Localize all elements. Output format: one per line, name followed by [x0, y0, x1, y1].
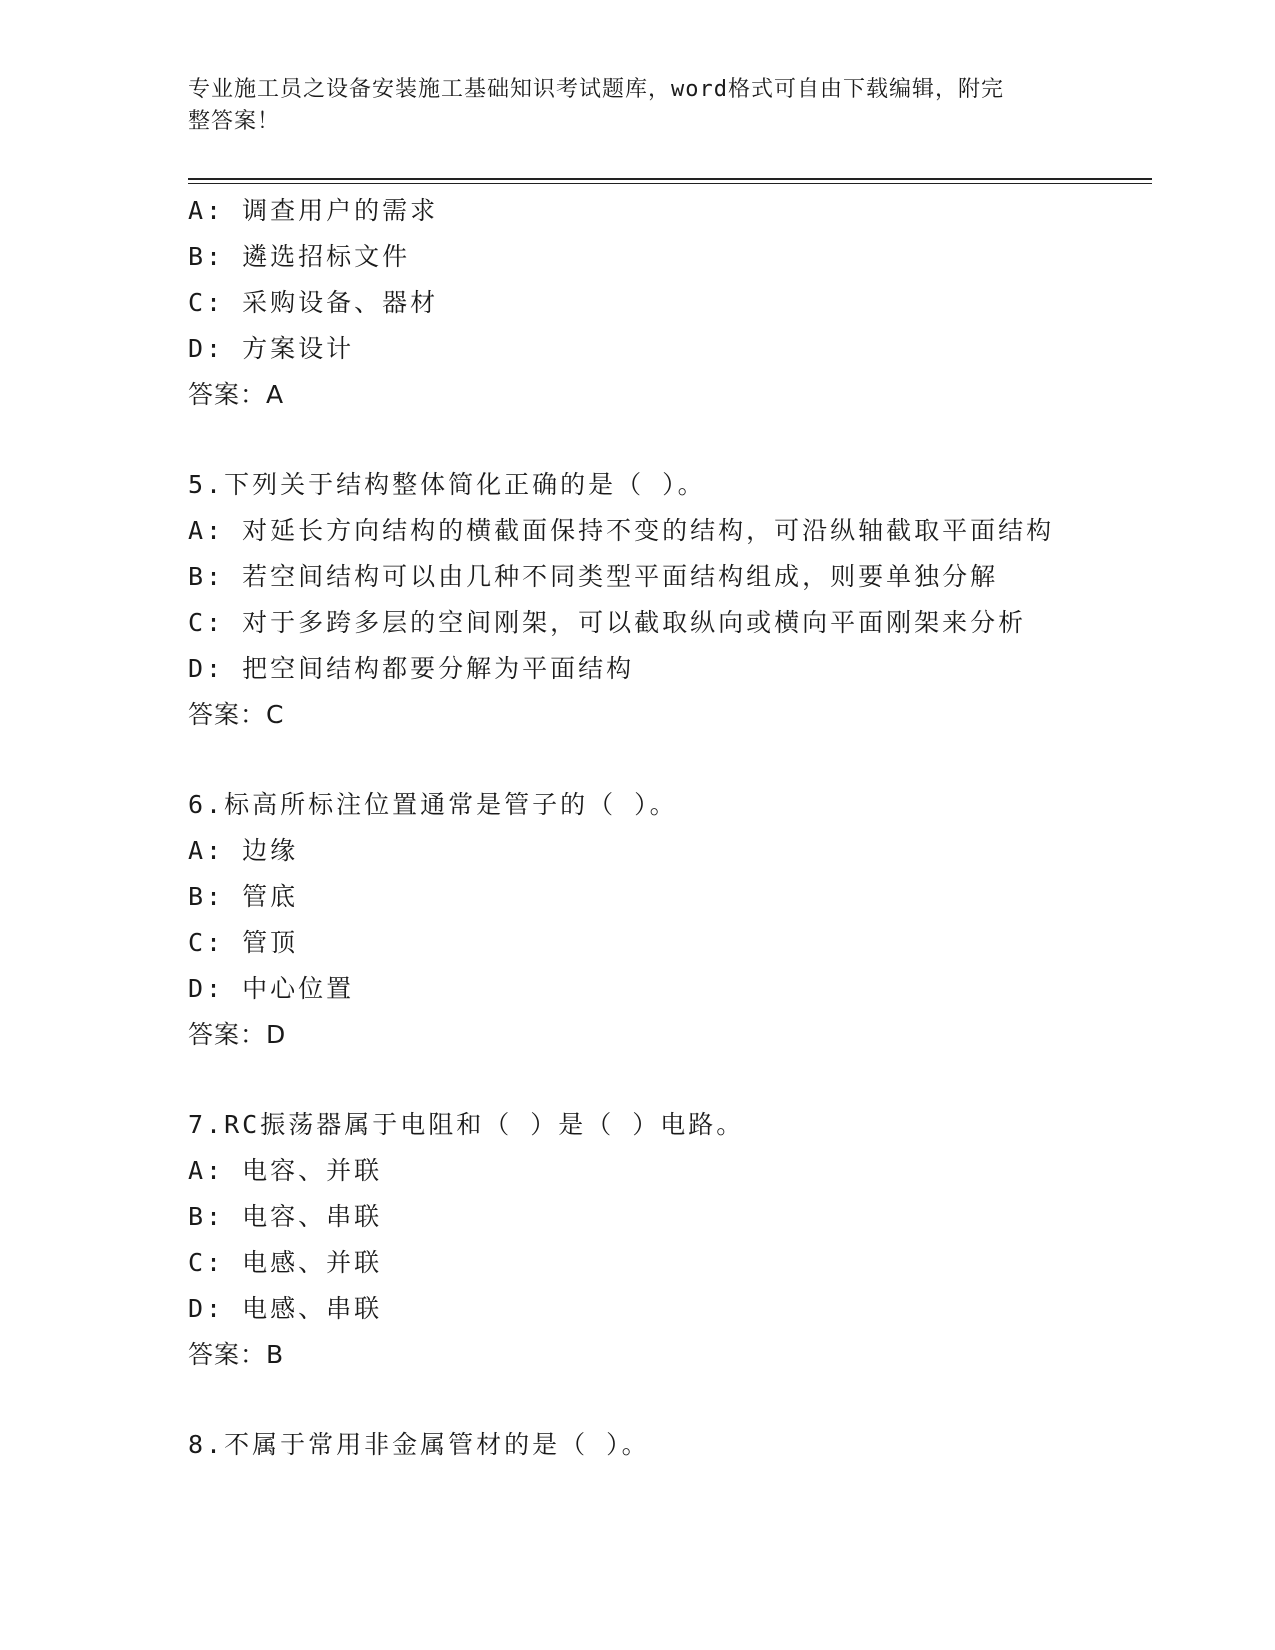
header-line-2: 整答案！ [188, 109, 281, 134]
option-c: C: 采购设备、器材 [188, 288, 439, 317]
question-text: 7.RC振荡器属于电阻和（ ）是（ ）电路。 [188, 1110, 745, 1139]
document-header [188, 74, 1088, 138]
option-a: A: 调查用户的需求 [188, 196, 439, 225]
question-text: 6.标高所标注位置通常是管子的（ ）。 [188, 790, 678, 819]
answer-line: 答案：B [188, 1340, 285, 1369]
answer-line: 答案：D [188, 1020, 287, 1049]
option-a: A: 对延长方向结构的横截面保持不变的结构，可沿纵轴截取平面结构 [188, 516, 1055, 545]
option-d: D: 电感、串联 [188, 1294, 383, 1323]
question-block-7 [188, 1102, 1148, 1378]
header-line-1: 专业施工员之设备安装施工基础知识考试题库，word格式可自由下载编辑，附完 [188, 77, 1004, 102]
question-block-5 [188, 462, 1148, 738]
option-d: D: 中心位置 [188, 974, 355, 1003]
header-divider-thick [188, 178, 1152, 180]
question-text: 5.下列关于结构整体简化正确的是（ ）。 [188, 470, 706, 499]
option-d: D: 把空间结构都要分解为平面结构 [188, 654, 635, 683]
question-block-8 [188, 1422, 1148, 1468]
option-c: C: 对于多跨多层的空间刚架，可以截取纵向或横向平面刚架来分析 [188, 608, 1027, 637]
option-c: C: 电感、并联 [188, 1248, 383, 1277]
question-list [188, 188, 1148, 1468]
option-b: B: 若空间结构可以由几种不同类型平面结构组成，则要单独分解 [188, 562, 999, 591]
option-a: A: 边缘 [188, 836, 299, 865]
answer-line: 答案：A [188, 380, 285, 409]
option-b: B: 管底 [188, 882, 299, 911]
option-a: A: 电容、并联 [188, 1156, 383, 1185]
option-d: D: 方案设计 [188, 334, 355, 363]
question-text: 8.不属于常用非金属管材的是（ ）。 [188, 1430, 650, 1459]
question-block-4 [188, 188, 1148, 418]
option-c: C: 管顶 [188, 928, 299, 957]
option-b: B: 遴选招标文件 [188, 242, 411, 271]
header-divider-thin [188, 183, 1152, 184]
question-block-6 [188, 782, 1148, 1058]
option-b: B: 电容、串联 [188, 1202, 383, 1231]
answer-line: 答案：C [188, 700, 285, 729]
